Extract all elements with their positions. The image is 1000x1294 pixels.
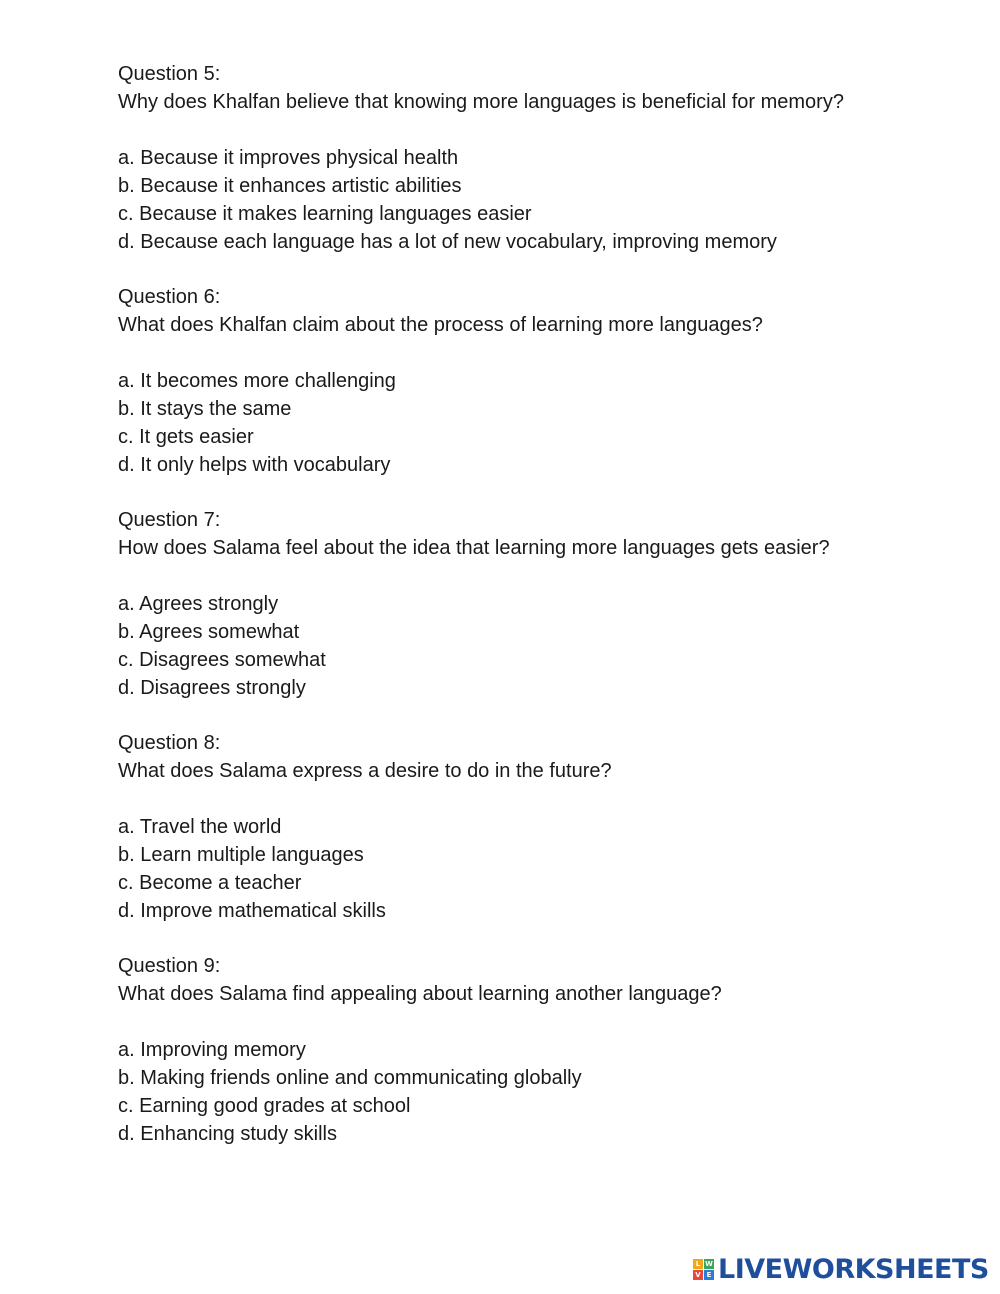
logo-tile: E <box>704 1270 714 1280</box>
option-a: a. Agrees strongly <box>118 593 279 615</box>
option-b: b. Agrees somewhat <box>118 621 300 643</box>
logo-tile: V <box>693 1270 703 1280</box>
question-prompt: How does Salama feel about the idea that learning more languages gets easier? <box>118 537 830 559</box>
question-prompt: What does Salama find appealing about learning another language? <box>118 983 722 1005</box>
question-9 <box>118 952 938 1148</box>
option-a: a. Improving memory <box>118 1039 306 1061</box>
question-6 <box>118 283 938 479</box>
question-prompt: What does Salama express a desire to do in the future? <box>118 760 612 782</box>
question-prompt: What does Khalfan claim about the process of learning more languages? <box>118 314 763 336</box>
option-a: a. Because it improves physical health <box>118 147 459 169</box>
question-5 <box>118 60 938 256</box>
question-heading: Question 9: <box>118 955 221 977</box>
option-b: b. It stays the same <box>118 398 292 420</box>
option-c: c. Disagrees somewhat <box>118 649 326 671</box>
option-b: b. Learn multiple languages <box>118 844 364 866</box>
option-a: a. It becomes more challenging <box>118 370 396 392</box>
question-8 <box>118 729 938 925</box>
option-d: d. Enhancing study skills <box>118 1123 338 1145</box>
question-prompt: Why does Khalfan believe that knowing more languages is beneficial for memory? <box>118 91 844 113</box>
logo-tile: W <box>705 1259 713 1268</box>
option-c: c. Become a teacher <box>118 872 302 894</box>
option-c: c. Because it makes learning languages easier <box>118 203 532 225</box>
option-d: d. Because each language has a lot of new vocabulary, improving memory <box>118 231 777 253</box>
liveworksheets-logo-icon <box>693 1259 714 1280</box>
option-d: d. It only helps with vocabulary <box>118 454 391 476</box>
option-a: a. Travel the world <box>118 816 282 838</box>
worksheet <box>118 60 938 1175</box>
brand-name: LIVEWORKSHEETS <box>718 1253 989 1285</box>
option-c: c. Earning good grades at school <box>118 1095 411 1117</box>
option-b: b. Because it enhances artistic abilities <box>118 175 462 197</box>
logo-tile: L <box>693 1259 703 1269</box>
option-d: d. Disagrees strongly <box>118 677 306 699</box>
option-b: b. Making friends online and communicating globally <box>118 1067 582 1089</box>
liveworksheets-brand <box>693 1252 989 1286</box>
question-heading: Question 7: <box>118 509 221 531</box>
option-c: c. It gets easier <box>118 426 254 448</box>
question-heading: Question 6: <box>118 286 221 308</box>
question-7 <box>118 506 938 702</box>
question-heading: Question 8: <box>118 732 221 754</box>
option-d: d. Improve mathematical skills <box>118 900 386 922</box>
question-heading: Question 5: <box>118 63 221 85</box>
